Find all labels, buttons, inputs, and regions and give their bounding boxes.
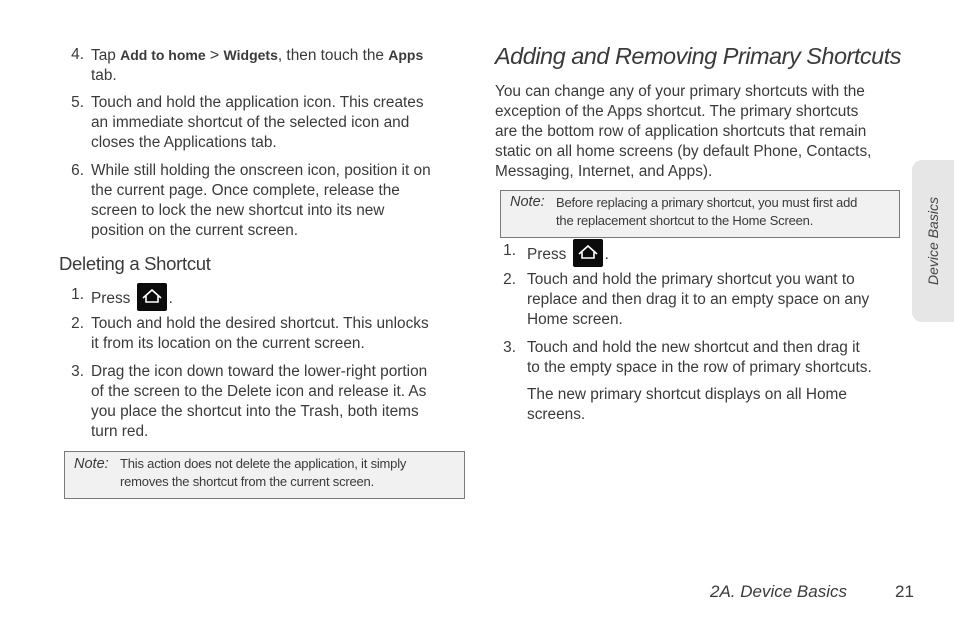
intro-line: static on all home screens (by default Phone, Contacts, — [495, 143, 872, 160]
step-number: 6. — [71, 162, 84, 179]
widgets-term: Widgets — [223, 47, 278, 63]
step-number: 1. — [71, 286, 84, 303]
step-text: . — [604, 246, 609, 264]
intro-line: are the bottom row of application shortcuts that remain — [495, 123, 867, 140]
home-glyph — [141, 287, 163, 307]
note-text — [556, 194, 857, 230]
step-text: Home screen. — [527, 311, 623, 328]
step-number: 3. — [503, 339, 516, 356]
step-text: you place the shortcut into the Trash, both items — [91, 403, 419, 420]
step-5 — [62, 93, 466, 153]
step-text: it from its location on the current screen. — [91, 335, 365, 352]
chapter-side-tab — [912, 160, 954, 322]
add-to-home-term: Add to home — [120, 47, 206, 63]
step-text: of the screen to the Delete icon and release it. As — [91, 383, 427, 400]
note-label: Note: — [510, 194, 545, 210]
step-number: 1. — [503, 242, 516, 259]
delete-step-1 — [62, 285, 466, 313]
step-number: 4. — [71, 46, 84, 63]
step-text: Touch and hold the new shortcut and then drag it — [527, 339, 860, 356]
step-text: Press — [527, 246, 567, 264]
step-text: to the empty space in the row of primary shortcuts. — [527, 359, 872, 376]
delete-note-box — [64, 451, 465, 499]
step-text: an immediate shortcut of the selected icon and — [91, 114, 410, 131]
step-number: 3. — [71, 363, 84, 380]
step-text: the current page. Once complete, release the — [91, 182, 400, 199]
home-glyph — [577, 243, 599, 263]
step-text: Press — [91, 290, 131, 308]
primary-step-1 — [500, 241, 906, 269]
deleting-shortcut-heading: Deleting a Shortcut — [59, 253, 211, 274]
primary-note-box — [500, 190, 900, 238]
step-text: closes the Applications tab. — [91, 134, 277, 151]
section-title: Adding and Removing Primary Shortcuts — [495, 43, 902, 69]
note-line: removes the shortcut from the current screen. — [120, 474, 374, 489]
home-key-icon — [573, 239, 603, 267]
step-text: replace and then drag it to an empty space on any — [527, 291, 870, 308]
step-number: 2. — [71, 315, 84, 332]
step-number: 2. — [503, 271, 516, 288]
step-text: tab. — [91, 67, 117, 84]
result-line: screens. — [527, 406, 586, 423]
step-text: Touch and hold the application icon. This creates — [91, 94, 424, 111]
step-6 — [62, 161, 466, 241]
delete-step-3 — [62, 362, 466, 442]
intro-paragraph — [495, 82, 907, 182]
home-key-icon — [137, 283, 167, 311]
delete-step-2 — [62, 314, 466, 354]
step-4 — [62, 45, 466, 86]
note-line: the replacement shortcut to the Home Screen. — [556, 213, 814, 228]
note-text — [120, 455, 406, 491]
result-paragraph — [527, 385, 905, 425]
result-line: The new primary shortcut displays on all Home — [527, 386, 847, 403]
page-number: 21 — [895, 582, 914, 601]
chapter-tab-label: Device Basics — [925, 197, 941, 285]
footer-section-title: 2A. Device Basics — [710, 582, 847, 601]
apps-term: Apps — [388, 47, 424, 63]
step-text: . — [168, 290, 173, 308]
step-text: position on the current screen. — [91, 222, 299, 239]
separator-arrow: > — [209, 47, 220, 64]
intro-line: You can change any of your primary shortcuts with the — [495, 83, 865, 100]
primary-step-3 — [500, 338, 906, 378]
step-text: Touch and hold the desired shortcut. This unlocks — [91, 315, 429, 332]
step-text: While still holding the onscreen icon, position it on — [91, 162, 431, 179]
step-text: turn red. — [91, 423, 149, 440]
note-line: This action does not delete the application, it simply — [120, 456, 407, 471]
step-text: Touch and hold the primary shortcut you want to — [527, 271, 855, 288]
step-text: screen to lock the new shortcut into its new — [91, 202, 385, 219]
step-text: Drag the icon down toward the lower-right portion — [91, 363, 428, 380]
intro-line: exception of the Apps shortcut. The primary shortcuts — [495, 103, 859, 120]
intro-line: Messaging, Internet, and Apps). — [495, 163, 713, 180]
step-text: Tap — [91, 47, 121, 64]
step-text: , then touch the — [277, 47, 389, 64]
note-line: Before replacing a primary shortcut, you must first add — [556, 195, 858, 210]
step-number: 5. — [71, 94, 84, 111]
note-label: Note: — [74, 456, 109, 472]
primary-step-2 — [500, 270, 906, 330]
